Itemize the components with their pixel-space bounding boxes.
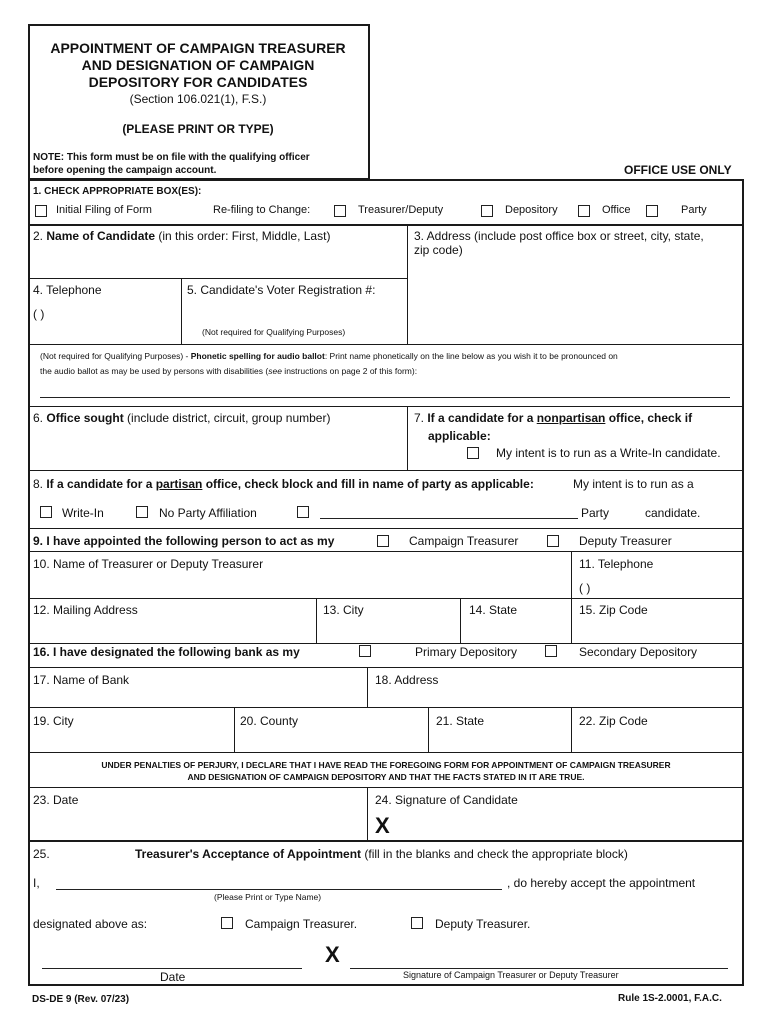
divider bbox=[28, 344, 744, 345]
party-name-line[interactable] bbox=[320, 518, 578, 519]
party-label: Party bbox=[681, 204, 707, 216]
treasurer-signature-x[interactable]: X bbox=[325, 942, 340, 967]
no-party-affiliation-checkbox[interactable] bbox=[136, 506, 148, 518]
divider bbox=[28, 470, 744, 471]
bank-county-label: 20. County bbox=[240, 714, 299, 728]
primary-depository-label: Primary Depository bbox=[415, 645, 518, 659]
nonpartisan-writein-label: My intent is to run as a Write-In candidate. bbox=[496, 446, 721, 460]
divider bbox=[571, 551, 572, 643]
perjury-statement-line1: UNDER PENALTIES OF PERJURY, I DECLARE THAT I HAVE READ THE FOREGOING FORM FOR APPOINTMENT OF CAMPAIGN TREASURER bbox=[101, 760, 671, 770]
divider bbox=[367, 667, 368, 707]
divider bbox=[28, 840, 744, 842]
campaign-treasurer-label: Campaign Treasurer bbox=[409, 534, 519, 548]
treasurer-name-label: 10. Name of Treasurer or Deputy Treasurer bbox=[33, 557, 264, 571]
divider bbox=[181, 278, 182, 345]
accept-campaign-treasurer-checkbox[interactable] bbox=[221, 917, 233, 929]
treasurer-zip-label: 15. Zip Code bbox=[579, 603, 648, 617]
bank-address-label: 18. Address bbox=[375, 673, 439, 687]
party-name-checkbox[interactable] bbox=[297, 506, 309, 518]
accept-campaign-treasurer-label: Campaign Treasurer. bbox=[245, 917, 358, 931]
candidate-address-field[interactable] bbox=[412, 262, 738, 342]
divider bbox=[28, 278, 408, 279]
print-name-caption: (Please Print or Type Name) bbox=[214, 892, 322, 902]
treasurer-deputy-label: Treasurer/Deputy bbox=[358, 204, 444, 216]
secondary-depository-checkbox[interactable] bbox=[545, 645, 557, 657]
office-checkbox[interactable] bbox=[578, 205, 590, 217]
divider bbox=[234, 707, 235, 752]
initial-filing-label: Initial Filing of Form bbox=[56, 204, 152, 216]
candidate-word: candidate. bbox=[645, 506, 701, 520]
divider bbox=[407, 225, 408, 345]
treasurer-state-label: 14. State bbox=[469, 603, 518, 617]
secondary-depository-label: Secondary Depository bbox=[579, 645, 698, 659]
candidate-date-label: 23. Date bbox=[33, 793, 79, 807]
phonetic-instructions-line1: (Not required for Qualifying Purposes) - Phonetic spelling for audio ballot: Print name phonetically on the line below as you wish it to be pronounced on bbox=[40, 351, 618, 361]
designated-bank-label: 16. I have designated the following bank as my bbox=[33, 645, 300, 659]
divider bbox=[571, 707, 572, 752]
candidate-name-field[interactable] bbox=[34, 248, 404, 276]
divider bbox=[428, 707, 429, 752]
divider bbox=[28, 752, 744, 753]
partisan-writein-label: Write-In bbox=[62, 506, 104, 520]
phonetic-spelling-line[interactable] bbox=[40, 397, 730, 398]
office-use-only: OFFICE USE ONLY bbox=[624, 163, 732, 177]
accept-deputy-treasurer-checkbox[interactable] bbox=[411, 917, 423, 929]
form-title-line3: DEPOSITORY FOR CANDIDATES bbox=[88, 74, 308, 90]
phonetic-instructions-line2: the audio ballot as may be used by persons with disabilities (see instructions on page 2 of this form): bbox=[40, 366, 418, 376]
treasurer-signature-caption: Signature of Campaign Treasurer or Deputy Treasurer bbox=[403, 970, 619, 980]
divider bbox=[367, 787, 368, 840]
acceptance-heading: Treasurer's Acceptance of Appointment (fill in the blanks and check the appropriate block) bbox=[135, 847, 628, 861]
telephone-field[interactable]: ( ) bbox=[33, 307, 45, 321]
divider bbox=[28, 667, 744, 668]
no-party-affiliation-label: No Party Affiliation bbox=[159, 506, 257, 520]
mailing-address-field[interactable] bbox=[34, 620, 312, 638]
divider bbox=[28, 224, 744, 226]
office-label: Office bbox=[602, 204, 631, 216]
form-id: DS-DE 9 (Rev. 07/23) bbox=[32, 994, 130, 1005]
divider bbox=[316, 598, 317, 643]
partisan-intent: My intent is to run as a bbox=[573, 477, 694, 491]
divider bbox=[460, 598, 461, 643]
primary-depository-checkbox[interactable] bbox=[359, 645, 371, 657]
partisan-label: 8. If a candidate for a partisan office, check block and fill in name of party as applicable: bbox=[33, 477, 534, 491]
designated-above-label: designated above as: bbox=[33, 917, 148, 931]
candidate-address-label-line2: zip code) bbox=[414, 243, 463, 257]
telephone-label: 4. Telephone bbox=[33, 283, 102, 297]
office-sought-label: 6. Office sought (include district, circuit, group number) bbox=[33, 411, 331, 425]
statute-reference: (Section 106.021(1), F.S.) bbox=[129, 92, 267, 106]
candidate-signature-x[interactable]: X bbox=[375, 813, 390, 838]
divider bbox=[28, 528, 744, 529]
bank-state-label: 21. State bbox=[436, 714, 485, 728]
candidate-address-label-line1: 3. Address (include post office box or street, city, state, bbox=[414, 229, 704, 243]
treasurer-name-field[interactable] bbox=[34, 574, 566, 594]
divider bbox=[28, 551, 744, 552]
treasurer-deputy-checkbox[interactable] bbox=[334, 205, 346, 217]
note-line2: before opening the campaign account. bbox=[33, 165, 217, 176]
voter-registration-field[interactable] bbox=[186, 300, 404, 322]
section1-label: 1. CHECK APPROPRIATE BOX(ES): bbox=[33, 186, 202, 197]
treasurer-telephone-field[interactable]: ( ) bbox=[579, 581, 591, 595]
mailing-address-label: 12. Mailing Address bbox=[33, 603, 138, 617]
treasurer-date-caption: Date bbox=[160, 970, 186, 984]
appointed-label: 9. I have appointed the following person to act as my bbox=[33, 534, 335, 548]
candidate-signature-label: 24. Signature of Candidate bbox=[375, 793, 518, 807]
note-line1: NOTE: This form must be on file with the qualifying officer bbox=[33, 152, 310, 163]
nonpartisan-writein-checkbox[interactable] bbox=[467, 447, 479, 459]
voter-registration-note: (Not required for Qualifying Purposes) bbox=[202, 327, 346, 337]
form-title-line1: APPOINTMENT OF CAMPAIGN TREASURER bbox=[50, 40, 346, 56]
party-word: Party bbox=[581, 506, 610, 520]
treasurer-telephone-label: 11. Telephone bbox=[579, 557, 654, 571]
bank-city-label: 19. City bbox=[33, 714, 74, 728]
form-title-line2: AND DESIGNATION OF CAMPAIGN bbox=[81, 57, 315, 73]
partisan-writein-checkbox[interactable] bbox=[40, 506, 52, 518]
rule-citation: Rule 1S-2.0001, F.A.C. bbox=[618, 993, 722, 1004]
acceptance-number: 25. bbox=[33, 847, 50, 861]
divider bbox=[28, 643, 744, 644]
print-instruction: (PLEASE PRINT OR TYPE) bbox=[122, 122, 274, 136]
bank-name-label: 17. Name of Bank bbox=[33, 673, 130, 687]
divider bbox=[28, 598, 744, 599]
voter-registration-label: 5. Candidate's Voter Registration #: bbox=[187, 283, 376, 297]
nonpartisan-applicable: applicable: bbox=[428, 429, 491, 443]
campaign-treasurer-checkbox[interactable] bbox=[377, 535, 389, 547]
treasurer-date-line[interactable] bbox=[42, 968, 302, 969]
divider bbox=[28, 406, 744, 407]
refiling-label: Re-filing to Change: bbox=[213, 204, 311, 216]
divider bbox=[28, 787, 744, 788]
treasurer-signature-line[interactable] bbox=[350, 968, 728, 969]
acceptance-i: I, bbox=[33, 876, 40, 890]
divider bbox=[407, 406, 408, 470]
treasurer-print-name-line[interactable] bbox=[56, 889, 502, 890]
divider bbox=[28, 707, 744, 708]
office-sought-field[interactable] bbox=[34, 428, 404, 468]
party-checkbox[interactable] bbox=[646, 205, 658, 217]
initial-filing-checkbox[interactable] bbox=[35, 205, 47, 217]
candidate-name-label: 2. Name of Candidate (in this order: First, Middle, Last) bbox=[33, 229, 331, 243]
deputy-treasurer-label: Deputy Treasurer bbox=[579, 534, 672, 548]
depository-label: Depository bbox=[505, 204, 558, 216]
accept-appointment-text: , do hereby accept the appointment bbox=[507, 876, 696, 890]
accept-deputy-treasurer-label: Deputy Treasurer. bbox=[435, 917, 531, 931]
nonpartisan-label: 7. If a candidate for a nonpartisan office, check if bbox=[414, 411, 693, 425]
deputy-treasurer-checkbox[interactable] bbox=[547, 535, 559, 547]
bank-zip-label: 22. Zip Code bbox=[579, 714, 648, 728]
perjury-statement-line2: AND DESIGNATION OF CAMPAIGN DEPOSITORY AND THAT THE FACTS STATED IN IT ARE TRUE. bbox=[187, 772, 585, 782]
depository-checkbox[interactable] bbox=[481, 205, 493, 217]
treasurer-city-label: 13. City bbox=[323, 603, 364, 617]
